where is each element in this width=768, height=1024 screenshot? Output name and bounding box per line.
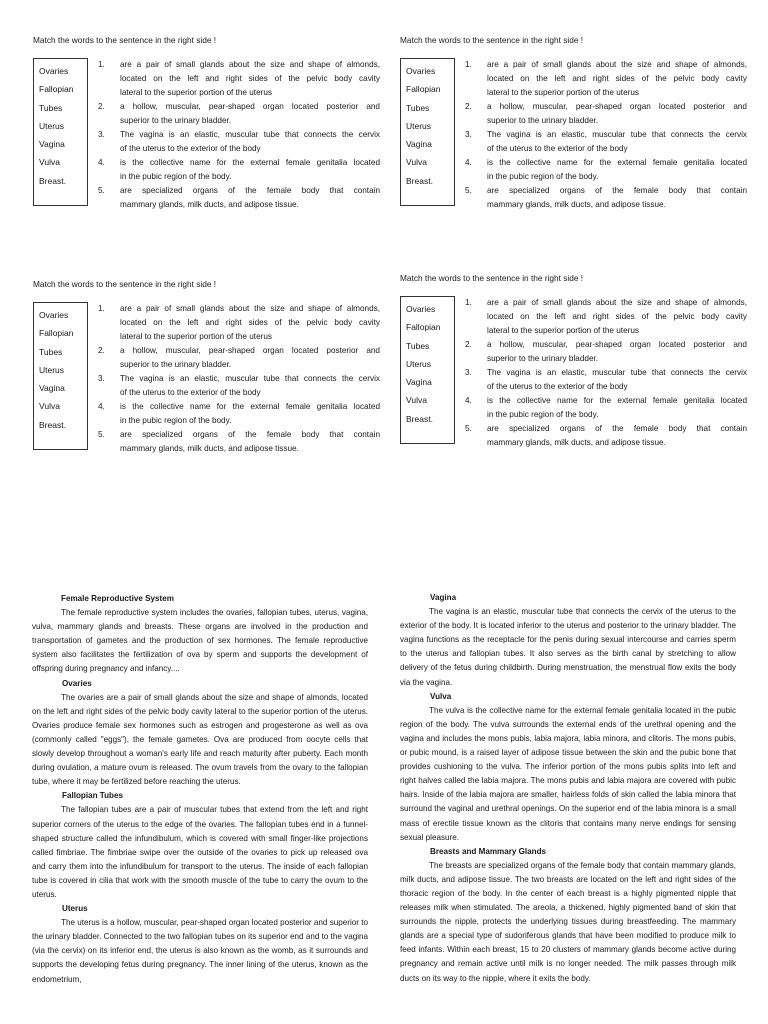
sentence-text: in the pubic region of the body. [120, 172, 232, 181]
sentence-text: lateral to the superior portion of the uterus [120, 332, 273, 341]
word-bank-item: Vulva [39, 401, 60, 412]
sentence-line [465, 184, 747, 198]
section-heading: Ovaries [62, 678, 92, 688]
sentence-line [465, 380, 747, 394]
sentence-line [98, 156, 380, 170]
article-right-column [400, 591, 736, 986]
word-bank [400, 58, 455, 206]
sentence-line [465, 142, 747, 156]
sentence-number [98, 198, 120, 212]
sentence-number: 4. [465, 158, 472, 167]
sentence-number [465, 72, 487, 86]
sentence-line [98, 442, 380, 456]
worksheet-title: Match the words to the sentence in the right side ! [33, 279, 217, 289]
sentence-number: 1. [465, 60, 472, 69]
word-bank-item: Tubes [406, 340, 430, 351]
sentence-text: mammary glands, milk ducts, and adipose tissue. [487, 200, 666, 209]
sentence-line [465, 296, 747, 310]
sentence-text: mammary glands, milk ducts, and adipose tissue. [487, 438, 666, 447]
sentence-text: of the uterus to the exterior of the body [487, 144, 628, 153]
word-bank-item: Vagina [39, 139, 65, 150]
sentence-line [98, 170, 380, 184]
sentence-line [465, 408, 747, 422]
word-bank-item: Tubes [39, 346, 63, 357]
sentence-number: 2. [98, 346, 105, 355]
sentence-number [465, 142, 487, 156]
sentence-line [465, 72, 747, 86]
sentence-line [465, 338, 747, 352]
sentence-text: a hollow, muscular, pear-shaped organ located posterior and [120, 346, 380, 355]
sentence-list [98, 58, 380, 212]
worksheet-top-right [400, 35, 755, 212]
sentence-line [465, 156, 747, 170]
sentence-line [465, 394, 747, 408]
sentence-line [98, 358, 380, 372]
sentence-number [98, 442, 120, 456]
word-bank-item: Fallopian [406, 84, 441, 95]
section-heading: Fallopian Tubes [62, 791, 124, 801]
sentence-line [465, 436, 747, 450]
sentence-number: 2. [98, 102, 105, 111]
word-bank-item: Uterus [406, 358, 432, 369]
sentence-text: are specialized organs of the female body that contain [120, 430, 380, 439]
sentence-number: 4. [98, 402, 105, 411]
sentence-text: superior to the urinary bladder. [487, 354, 599, 363]
sentence-text: are specialized organs of the female body that contain [120, 186, 380, 195]
sentence-text: in the pubic region of the body. [120, 416, 232, 425]
section-heading: Female Reproductive System [61, 594, 174, 603]
sentence-number [98, 414, 120, 428]
sentence-line [98, 100, 380, 114]
word-bank-item: Uterus [39, 120, 65, 131]
sentence-line [465, 58, 747, 72]
sentence-text: superior to the urinary bladder. [120, 116, 232, 125]
sentence-text: are a pair of small glands about the size and shape of almonds, [120, 304, 380, 313]
sentence-line [98, 344, 380, 358]
sentence-text: lateral to the superior portion of the uterus [120, 88, 273, 97]
sentence-number: 3. [465, 130, 472, 139]
word-bank-item: Fallopian [406, 322, 441, 333]
sentence-number [465, 352, 487, 366]
sentence-text: are a pair of small glands about the size and shape of almonds, [487, 60, 747, 69]
sentence-number [465, 408, 487, 422]
sentence-line [98, 72, 380, 86]
sentence-line [98, 198, 380, 212]
sentence-line [465, 422, 747, 436]
sentence-number: 3. [98, 130, 105, 139]
sentence-number: 1. [465, 298, 472, 307]
section-paragraph: The breasts are specialized organs of the female body that contain mammary glands, milk ducts, and adipose tissue. The two breasts are located on the left and right sides of the thoracic region of the body. In the center of each breast is a highly pigmented nipple that releases milk when stimulated. The areola, a thickened, highly pigmented band of skin that surrounds the nipple, protects the underlying tissues during breastfeeding. The mammary glands are a special type of sudoriferous glands that have been modified to produce milk to feed infants. Within each breast, 15 to 20 clusters of mammary glands become active during pregnancy and remain active until milk is no longer needed. The milk passes through milk ducts on its way to the nipple, where it exits the body. [400, 860, 736, 983]
sentence-line [98, 386, 380, 400]
sentence-line [465, 86, 747, 100]
sentence-number [98, 316, 120, 330]
sentence-text: The vagina is an elastic, muscular tube that connects the cervix [487, 368, 747, 377]
sentence-list [98, 302, 380, 456]
article-left-column [32, 592, 368, 987]
sentence-number [465, 86, 487, 100]
sentence-text: in the pubic region of the body. [487, 410, 599, 419]
sentence-text: are specialized organs of the female body that contain [487, 424, 747, 433]
sentence-text: mammary glands, milk ducts, and adipose tissue. [120, 444, 299, 453]
sentence-number [465, 198, 487, 212]
section-heading: Uterus [62, 904, 88, 914]
sentence-number [98, 386, 120, 400]
sentence-text: are a pair of small glands about the size and shape of almonds, [120, 60, 380, 69]
sentence-number [465, 324, 487, 338]
sentence-line [98, 86, 380, 100]
word-bank-item: Uterus [406, 120, 432, 131]
word-bank-item: Uterus [39, 364, 65, 375]
sentence-number: 4. [465, 396, 472, 405]
sentence-text: superior to the urinary bladder. [487, 116, 599, 125]
sentence-line [465, 128, 747, 142]
sentence-number: 1. [98, 304, 105, 313]
sentence-number: 5. [98, 186, 105, 195]
word-bank-item: Vulva [406, 395, 427, 406]
word-bank [33, 58, 88, 206]
word-bank-item: Vagina [406, 377, 432, 388]
sentence-number: 3. [465, 368, 472, 377]
sentence-text: located on the left and right sides of the pelvic body cavity [487, 74, 747, 83]
sentence-text: is the collective name for the external female genitalia located [120, 158, 380, 167]
sentence-number: 2. [465, 340, 472, 349]
sentence-line [465, 170, 747, 184]
sentence-number [98, 72, 120, 86]
word-bank [33, 302, 88, 450]
word-bank-item: Vagina [406, 139, 432, 150]
sentence-line [98, 184, 380, 198]
word-bank-item: Fallopian [39, 84, 74, 95]
word-bank-item: Tubes [39, 102, 63, 113]
sentence-text: are specialized organs of the female body that contain [487, 186, 747, 195]
sentence-line [98, 58, 380, 72]
sentence-line [465, 352, 747, 366]
word-bank-item: Ovaries [406, 66, 436, 76]
sentence-text: lateral to the superior portion of the uterus [487, 326, 640, 335]
sentence-text: located on the left and right sides of the pelvic body cavity [120, 318, 380, 327]
sentence-number [98, 170, 120, 184]
worksheet-middle-left [33, 279, 388, 456]
sentence-line [98, 114, 380, 128]
sentence-text: mammary glands, milk ducts, and adipose tissue. [120, 200, 299, 209]
word-bank-item: Ovaries [39, 310, 69, 320]
sentence-list [465, 58, 747, 212]
sentence-text: in the pubic region of the body. [487, 172, 599, 181]
word-bank-item: Ovaries [39, 66, 69, 76]
word-bank [400, 296, 455, 444]
word-bank-item: Ovaries [406, 304, 436, 314]
sentence-line [98, 414, 380, 428]
sentence-text: a hollow, muscular, pear-shaped organ located posterior and [487, 340, 747, 349]
word-bank-item: Vagina [39, 383, 65, 394]
word-bank-item: Tubes [406, 102, 430, 113]
word-bank-item: Breast. [39, 175, 66, 186]
sentence-number [465, 380, 487, 394]
sentence-number [98, 142, 120, 156]
sentence-text: a hollow, muscular, pear-shaped organ located posterior and [487, 102, 747, 111]
sentence-number: 5. [98, 430, 105, 439]
sentence-number [98, 86, 120, 100]
sentence-text: of the uterus to the exterior of the body [120, 388, 261, 397]
worksheet-title: Match the words to the sentence in the right side ! [33, 35, 217, 45]
sentence-line [98, 316, 380, 330]
sentence-text: The vagina is an elastic, muscular tube that connects the cervix [120, 374, 380, 383]
sentence-line [98, 372, 380, 386]
sentence-text: The vagina is an elastic, muscular tube that connects the cervix [120, 130, 380, 139]
sentence-text: The vagina is an elastic, muscular tube that connects the cervix [487, 130, 747, 139]
sentence-text: of the uterus to the exterior of the body [487, 382, 628, 391]
sentence-text: of the uterus to the exterior of the body [120, 144, 261, 153]
section-paragraph: The ovaries are a pair of small glands about the size and shape of almonds, located on the left and right sides of the pelvic body cavity lateral to the superior portion of the uterus. Ovaries produce female sex hormones such as estrogen and progesterone as well as ova (commonly called "eggs"), the female gametes. Ova are produced from oocyte cells that slowly develop throughout a woman's early life and reach maturity after puberty. Each month during ovulation, a mature ovum is released. The ovum travels from the ovary to the fallopian tube, where it may be fertilized before reaching the uterus. [32, 692, 368, 787]
word-bank-item: Breast. [406, 413, 433, 424]
section-paragraph: The fallopian tubes are a pair of muscular tubes that extend from the left and right superior corners of the uterus to the edge of the ovaries. The fallopian tubes end in a funnel-shaped structure called the infundibulum, which is covered with small finger-like projections called fimbriae. The fimbriae swipe over the outside of the ovaries to pick up released ova and carry them into the infundibulum for transport to the uterus. The inside of each fallopian tube is covered in cilia that work with the smooth muscle of the tube to carry the ovum to the uterus. [32, 805, 368, 899]
worksheet-title: Match the words to the sentence in the right side ! [400, 273, 584, 283]
section-paragraph: The vulva is the collective name for the external female genitalia located in the pubic region of the body. The vulva surrounds the external ends of the urethral opening and the vagina and includes the mons pubis, labia majora, labia minora, and clitoris. The mons pubis, or pubic mound, is a raised layer of adipose tissue between the skin and the pubic bone that provides cushioning to the vulva. The inferior portion of the mons pubis splits into left and right halves called the labia majora. The mons pubis and labia majora are covered with pubic hairs. Inside of the labia majora are smaller, hairless folds of skin called the labia minora that surround the vaginal and urethral openings. On the superior end of the labia minora is a small mass of erectile tissue known as the clitoris that contains many nerve endings for sensing sexual pleasure. [400, 705, 736, 842]
sentence-number [465, 114, 487, 128]
sentence-line [98, 400, 380, 414]
sentence-number: 2. [465, 102, 472, 111]
sentence-line [98, 128, 380, 142]
sentence-number: 4. [98, 158, 105, 167]
word-bank-item: Vulva [39, 157, 60, 168]
sentence-line [98, 330, 380, 344]
word-bank-item: Fallopian [39, 328, 74, 339]
section-heading: Breasts and Mammary Glands [430, 846, 547, 856]
section-heading: Vagina [430, 593, 457, 602]
sentence-number [465, 436, 487, 450]
sentence-number: 5. [465, 424, 472, 433]
sentence-number [98, 358, 120, 372]
sentence-text: a hollow, muscular, pear-shaped organ located posterior and [120, 102, 380, 111]
section-paragraph: The uterus is a hollow, muscular, pear-shaped organ located posterior and superior to the urinary bladder. Connected to the two fallopian tubes on its superior end and to the vagina (via the cervix) on its inferior end, the uterus is also known as the womb, as it surrounds and supports the developing fetus during pregnancy. The inner lining of the uterus, known as the endometrium, [32, 918, 368, 984]
sentence-number: 1. [98, 60, 105, 69]
worksheet-top-left [33, 35, 388, 212]
sentence-number [98, 330, 120, 344]
sentence-text: is the collective name for the external female genitalia located [487, 158, 747, 167]
sentence-line [465, 100, 747, 114]
sentence-line [465, 324, 747, 338]
sentence-line [465, 114, 747, 128]
section-heading: Vulva [430, 691, 452, 701]
sentence-line [465, 198, 747, 212]
sentence-line [98, 302, 380, 316]
sentence-text: located on the left and right sides of the pelvic body cavity [120, 74, 380, 83]
sentence-text: are a pair of small glands about the size and shape of almonds, [487, 298, 747, 307]
word-bank-item: Breast. [406, 175, 433, 186]
sentence-number: 3. [98, 374, 105, 383]
sentence-text: superior to the urinary bladder. [120, 360, 232, 369]
sentence-line [465, 366, 747, 380]
section-paragraph: The female reproductive system includes the ovaries, fallopian tubes, uterus, vagina, vulva, mammary glands and breasts. These organs are involved in the production and transportation of gametes and the production of sex hormones. The female reproductive system also facilitates the fertilization of ova by sperm and supports the development of offspring during pregnancy and infancy.... [32, 608, 368, 674]
sentence-number [465, 310, 487, 324]
sentence-number [98, 114, 120, 128]
sentence-line [465, 310, 747, 324]
sentence-number [465, 170, 487, 184]
sentence-list [465, 296, 747, 450]
sentence-text: is the collective name for the external female genitalia located [120, 402, 380, 411]
sentence-text: located on the left and right sides of the pelvic body cavity [487, 312, 747, 321]
sentence-text: lateral to the superior portion of the uterus [487, 88, 640, 97]
word-bank-item: Vulva [406, 157, 427, 168]
word-bank-item: Breast. [39, 419, 66, 430]
sentence-number: 5. [465, 186, 472, 195]
sentence-line [98, 142, 380, 156]
sentence-text: is the collective name for the external female genitalia located [487, 396, 747, 405]
section-paragraph: The vagina is an elastic, muscular tube that connects the cervix of the uterus to the exterior of the body. It is located inferior to the uterus and posterior to the urinary bladder. The vagina functions as the receptacle for the penis during sexual intercourse and carries sperm to the uterus and fallopian tubes. It also serves as the birth canal by stretching to allow delivery of the fetus during childbirth. During menstruation, the menstrual flow exits the body via the vagina. [400, 607, 736, 687]
worksheet-middle-right [400, 273, 755, 450]
sentence-line [98, 428, 380, 442]
worksheet-title: Match the words to the sentence in the right side ! [400, 35, 584, 45]
